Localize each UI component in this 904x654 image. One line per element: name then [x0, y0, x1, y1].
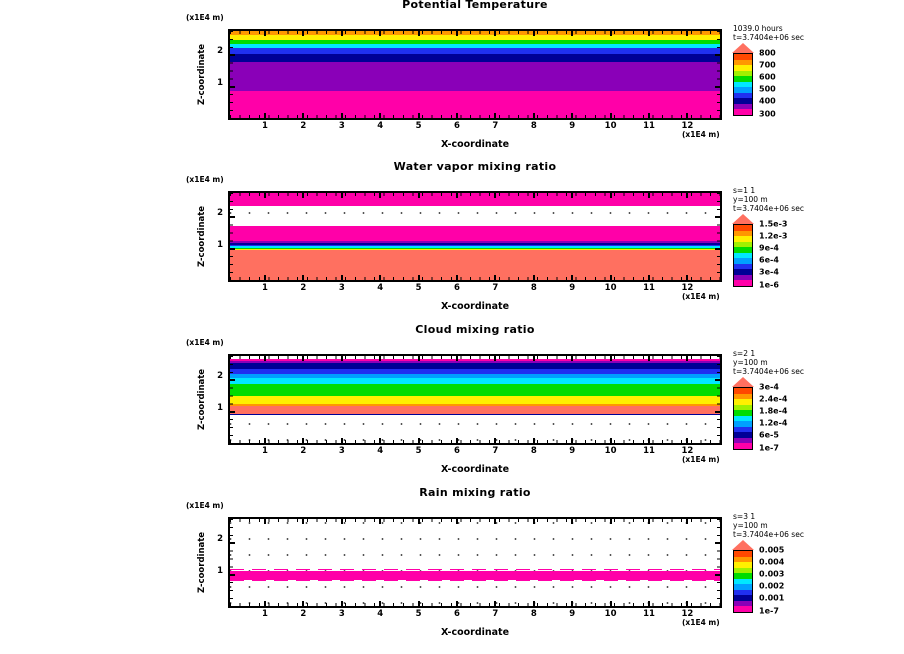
x-major-tick	[648, 113, 650, 118]
x-major-tick	[341, 275, 343, 280]
x-major-tick	[648, 193, 650, 198]
z-major-tick	[715, 54, 720, 56]
x-tick-label: 8	[530, 609, 537, 619]
z-major-tick	[715, 542, 720, 544]
x-major-tick	[456, 193, 458, 198]
colorbar-label: 2.4e-4	[759, 394, 788, 404]
x-major-tick	[302, 601, 304, 606]
colorbar-label: 6e-5	[759, 430, 779, 440]
x-major-tick	[302, 193, 304, 198]
x-tick-label: 5	[415, 121, 422, 131]
x-tick-label: 11	[643, 283, 655, 293]
x-major-tick	[341, 113, 343, 118]
legend-header-line: t=3.7404e+06 sec	[733, 367, 804, 376]
minor-ticks	[230, 519, 233, 606]
x-tick-label: 2	[300, 121, 307, 131]
z-major-tick	[715, 411, 720, 413]
x-axis-unit: (x1E4 m)	[682, 292, 720, 301]
x-tick-label: 4	[377, 283, 384, 293]
contour-band	[230, 519, 720, 569]
x-major-tick	[648, 31, 650, 36]
colorbar-band	[734, 280, 752, 286]
x-tick-label: 7	[492, 121, 499, 131]
y-tick-label: 1	[217, 403, 223, 413]
contour-band	[230, 384, 720, 396]
colorbar-label: 0.003	[759, 569, 785, 579]
legend-header-line: t=3.7404e+06 sec	[733, 204, 804, 213]
contour-band	[230, 571, 720, 579]
x-major-tick	[341, 519, 343, 524]
x-tick-label: 5	[415, 446, 422, 456]
colorbar-band	[734, 606, 752, 612]
x-major-tick	[610, 31, 612, 36]
x-major-tick	[610, 438, 612, 443]
x-major-tick	[379, 193, 381, 198]
x-major-tick	[379, 113, 381, 118]
x-major-tick	[648, 519, 650, 524]
colorbar-label: 0.002	[759, 581, 785, 591]
x-major-tick	[533, 519, 535, 524]
colorbar-label: 3e-4	[759, 382, 779, 392]
x-major-tick	[264, 601, 266, 606]
z-major-tick	[230, 86, 235, 88]
x-major-tick	[456, 519, 458, 524]
x-axis-label: X-coordinate	[440, 301, 510, 312]
x-tick-label: 8	[530, 121, 537, 131]
x-major-tick	[533, 193, 535, 198]
legend-header-line: y=100 m	[733, 358, 768, 367]
y-tick-label: 1	[217, 78, 223, 88]
x-tick-label: 9	[569, 446, 576, 456]
x-major-tick	[571, 113, 573, 118]
x-axis-label: X-coordinate	[440, 627, 510, 638]
colorbar-label: 1.2e-3	[759, 231, 788, 241]
minor-ticks	[717, 519, 720, 606]
x-major-tick	[686, 519, 688, 524]
x-major-tick	[571, 193, 573, 198]
x-tick-label: 4	[377, 609, 384, 619]
colorbar	[733, 43, 893, 116]
x-tick-label: 9	[569, 283, 576, 293]
x-tick-label: 1	[262, 609, 268, 619]
y-tick-label: 1	[217, 240, 223, 250]
x-major-tick	[648, 275, 650, 280]
y-axis-label: Z-coordinate	[197, 368, 207, 431]
x-major-tick	[571, 31, 573, 36]
z-major-tick	[715, 248, 720, 250]
x-tick-label: 1	[262, 121, 268, 131]
z-major-tick	[230, 574, 235, 576]
x-major-tick	[610, 113, 612, 118]
x-major-tick	[302, 356, 304, 361]
x-major-tick	[571, 438, 573, 443]
colorbar-label: 1.5e-3	[759, 219, 788, 229]
x-tick-label: 5	[415, 283, 422, 293]
x-major-tick	[533, 601, 535, 606]
x-major-tick	[686, 193, 688, 198]
x-major-tick	[379, 438, 381, 443]
y-tick-label: 2	[217, 208, 223, 218]
z-major-tick	[715, 379, 720, 381]
colorbar-band	[734, 109, 752, 115]
colorbar-label: 9e-4	[759, 243, 779, 253]
x-major-tick	[302, 31, 304, 36]
x-tick-label: 6	[454, 121, 460, 131]
x-major-tick	[456, 31, 458, 36]
colorbar-bands	[733, 224, 753, 287]
colorbar-label: 0.005	[759, 545, 785, 555]
x-tick-label: 11	[643, 121, 655, 131]
x-major-tick	[418, 31, 420, 36]
x-major-tick	[456, 113, 458, 118]
x-major-tick	[494, 275, 496, 280]
x-major-tick	[302, 113, 304, 118]
legend-header-line: t=3.7404e+06 sec	[733, 530, 804, 539]
contour-band	[230, 62, 720, 91]
x-major-tick	[610, 193, 612, 198]
z-major-tick	[230, 54, 235, 56]
x-axis-label: X-coordinate	[440, 139, 510, 150]
x-major-tick	[418, 113, 420, 118]
colorbar-bands	[733, 550, 753, 613]
x-major-tick	[418, 275, 420, 280]
x-major-tick	[686, 356, 688, 361]
y-axis-label: Z-coordinate	[197, 531, 207, 594]
x-major-tick	[379, 356, 381, 361]
x-major-tick	[341, 31, 343, 36]
x-major-tick	[302, 519, 304, 524]
x-major-tick	[571, 275, 573, 280]
x-major-tick	[264, 193, 266, 198]
plot-area	[228, 354, 722, 445]
contour-band	[230, 54, 720, 62]
z-major-tick	[230, 379, 235, 381]
z-major-tick	[230, 216, 235, 218]
x-tick-label: 10	[604, 121, 617, 131]
x-major-tick	[456, 601, 458, 606]
x-major-tick	[264, 356, 266, 361]
x-major-tick	[533, 275, 535, 280]
colorbar-label: 400	[759, 96, 776, 106]
x-major-tick	[494, 519, 496, 524]
x-tick-label: 6	[454, 609, 460, 619]
x-major-tick	[379, 275, 381, 280]
x-major-tick	[456, 356, 458, 361]
legend-header-line: y=100 m	[733, 521, 768, 530]
x-major-tick	[648, 356, 650, 361]
colorbar-label: 600	[759, 72, 776, 82]
x-axis-unit: (x1E4 m)	[682, 130, 720, 139]
x-major-tick	[264, 519, 266, 524]
plot-title: Rain mixing ratio	[419, 486, 531, 499]
x-major-tick	[379, 31, 381, 36]
colorbar-label: 1e-6	[759, 280, 779, 289]
x-major-tick	[533, 31, 535, 36]
x-major-tick	[456, 275, 458, 280]
x-major-tick	[571, 601, 573, 606]
x-major-tick	[686, 601, 688, 606]
y-tick-label: 2	[217, 534, 223, 544]
z-major-tick	[230, 248, 235, 250]
colorbar-label: 1.2e-4	[759, 418, 788, 428]
colorbar-label: 1e-7	[759, 443, 779, 452]
x-major-tick	[418, 519, 420, 524]
x-tick-label: 4	[377, 446, 384, 456]
plot-panel-cloud	[0, 325, 904, 488]
colorbar-arrow-icon	[732, 43, 754, 53]
x-major-tick	[264, 275, 266, 280]
x-major-tick	[418, 601, 420, 606]
x-major-tick	[494, 31, 496, 36]
x-major-tick	[533, 113, 535, 118]
x-tick-label: 3	[338, 446, 345, 456]
contour-band	[230, 206, 720, 225]
legend-header-line: y=100 m	[733, 195, 768, 204]
x-tick-label: 9	[569, 121, 576, 131]
x-tick-label: 6	[454, 446, 460, 456]
legend	[733, 186, 901, 287]
x-tick-label: 2	[300, 609, 307, 619]
x-tick-label: 10	[604, 446, 617, 456]
plot-title: Water vapor mixing ratio	[393, 160, 557, 173]
x-tick-label: 9	[569, 609, 576, 619]
x-major-tick	[571, 519, 573, 524]
y-tick-label: 1	[217, 566, 223, 576]
x-major-tick	[302, 275, 304, 280]
colorbar-label: 700	[759, 60, 776, 70]
x-tick-label: 7	[492, 609, 499, 619]
z-major-tick	[715, 86, 720, 88]
y-axis-unit: (x1E4 m)	[186, 338, 224, 347]
x-major-tick	[686, 31, 688, 36]
contour-band	[230, 396, 720, 404]
y-axis-unit: (x1E4 m)	[186, 501, 224, 510]
x-axis-unit: (x1E4 m)	[682, 455, 720, 464]
colorbar-arrow-icon	[732, 377, 754, 387]
x-tick-label: 5	[415, 609, 422, 619]
minor-ticks	[230, 193, 233, 280]
x-tick-label: 2	[300, 283, 307, 293]
x-tick-label: 7	[492, 283, 499, 293]
colorbar-arrow-icon	[732, 540, 754, 550]
y-axis-label: Z-coordinate	[197, 205, 207, 268]
plot-panel-rain	[0, 488, 904, 651]
legend-header-line: 1039.0 hours	[733, 24, 783, 33]
minor-ticks	[717, 193, 720, 280]
x-tick-label: 3	[338, 283, 345, 293]
colorbar-label: 0.004	[759, 557, 785, 567]
colorbar-label: 3e-4	[759, 267, 779, 277]
x-tick-label: 8	[530, 446, 537, 456]
y-axis-unit: (x1E4 m)	[186, 175, 224, 184]
plot-panel-potential-temperature	[0, 0, 904, 163]
colorbar-band	[734, 443, 752, 449]
x-major-tick	[686, 113, 688, 118]
x-major-tick	[648, 601, 650, 606]
x-major-tick	[418, 193, 420, 198]
minor-ticks	[717, 356, 720, 443]
y-axis-label: Z-coordinate	[197, 43, 207, 106]
colorbar-label: 800	[759, 48, 776, 58]
x-major-tick	[494, 193, 496, 198]
x-major-tick	[494, 438, 496, 443]
x-tick-label: 7	[492, 446, 499, 456]
x-tick-label: 12	[681, 283, 694, 293]
colorbar-label: 300	[759, 109, 776, 118]
x-tick-label: 12	[681, 121, 694, 131]
x-major-tick	[533, 356, 535, 361]
x-tick-label: 3	[338, 121, 345, 131]
x-tick-label: 3	[338, 609, 345, 619]
x-axis-unit: (x1E4 m)	[682, 618, 720, 627]
plot-title: Cloud mixing ratio	[415, 323, 535, 336]
x-major-tick	[648, 438, 650, 443]
x-tick-label: 10	[604, 283, 617, 293]
x-major-tick	[264, 438, 266, 443]
x-major-tick	[494, 113, 496, 118]
colorbar	[733, 377, 893, 450]
plot-area	[228, 29, 722, 120]
x-major-tick	[341, 193, 343, 198]
z-major-tick	[230, 411, 235, 413]
x-major-tick	[456, 438, 458, 443]
colorbar-label: 1e-7	[759, 606, 779, 615]
x-axis-label: X-coordinate	[440, 464, 510, 475]
contour-band	[230, 406, 720, 414]
x-tick-label: 2	[300, 446, 307, 456]
x-major-tick	[610, 356, 612, 361]
minor-ticks	[717, 31, 720, 118]
x-major-tick	[379, 601, 381, 606]
colorbar-label: 0.001	[759, 593, 785, 603]
colorbar	[733, 214, 893, 287]
legend	[733, 512, 901, 613]
colorbar-label: 500	[759, 84, 776, 94]
plot-panel-water-vapor	[0, 162, 904, 325]
y-axis-unit: (x1E4 m)	[186, 13, 224, 22]
minor-ticks	[230, 356, 233, 443]
colorbar-label: 6e-4	[759, 255, 779, 265]
contour-band	[230, 226, 720, 241]
x-major-tick	[264, 113, 266, 118]
x-tick-label: 6	[454, 283, 460, 293]
x-major-tick	[610, 601, 612, 606]
colorbar-bands	[733, 387, 753, 450]
x-major-tick	[418, 438, 420, 443]
x-major-tick	[494, 601, 496, 606]
x-major-tick	[610, 519, 612, 524]
minor-ticks	[230, 31, 233, 118]
x-tick-label: 11	[643, 609, 655, 619]
x-major-tick	[341, 356, 343, 361]
plot-area	[228, 517, 722, 608]
x-tick-label: 4	[377, 121, 384, 131]
z-major-tick	[715, 574, 720, 576]
plot-area	[228, 191, 722, 282]
x-tick-label: 1	[262, 446, 268, 456]
legend-header-line: t=3.7404e+06 sec	[733, 33, 804, 42]
z-major-tick	[715, 216, 720, 218]
legend-header-line: s=2 1	[733, 349, 756, 358]
x-tick-label: 8	[530, 283, 537, 293]
plot-title: Potential Temperature	[402, 0, 548, 11]
legend	[733, 24, 901, 116]
x-major-tick	[302, 438, 304, 443]
x-major-tick	[341, 601, 343, 606]
z-major-tick	[230, 542, 235, 544]
x-major-tick	[533, 438, 535, 443]
x-major-tick	[686, 438, 688, 443]
legend	[733, 349, 901, 450]
x-major-tick	[341, 438, 343, 443]
x-tick-label: 11	[643, 446, 655, 456]
colorbar-arrow-icon	[732, 214, 754, 224]
x-tick-label: 12	[681, 609, 694, 619]
colorbar	[733, 540, 893, 613]
x-major-tick	[264, 31, 266, 36]
x-tick-label: 1	[262, 283, 268, 293]
x-major-tick	[379, 519, 381, 524]
x-major-tick	[610, 275, 612, 280]
colorbar-label: 1.8e-4	[759, 406, 788, 416]
y-tick-label: 2	[217, 371, 223, 381]
legend-header-line: s=3 1	[733, 512, 756, 521]
colorbar-bands	[733, 53, 753, 116]
x-tick-label: 10	[604, 609, 617, 619]
x-major-tick	[494, 356, 496, 361]
legend-header-line: s=1 1	[733, 186, 756, 195]
x-tick-label: 12	[681, 446, 694, 456]
x-major-tick	[571, 356, 573, 361]
x-major-tick	[418, 356, 420, 361]
x-major-tick	[686, 275, 688, 280]
y-tick-label: 2	[217, 46, 223, 56]
